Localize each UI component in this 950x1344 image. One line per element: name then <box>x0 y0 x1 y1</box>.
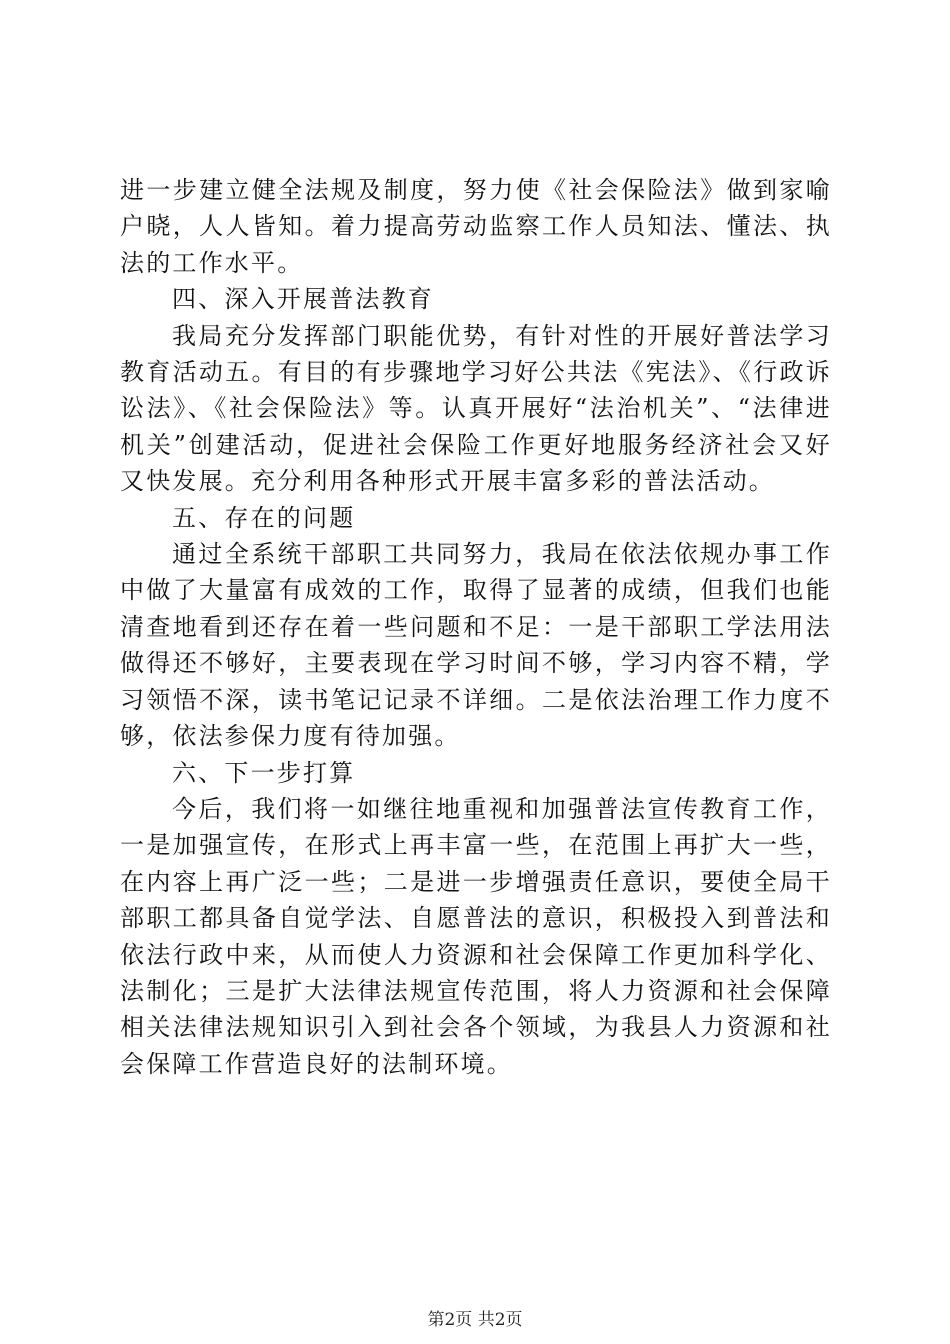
document-body <box>120 172 832 1082</box>
section-heading-4: 四、深入开展普法教育 <box>172 285 434 314</box>
paragraph-continuation: 进一步建立健全法规及制度，努力使《社会保险法》做到家喻户晓，人人皆知。着力提高劳动监察工作人员知法、懂法、执法的工作水平。 <box>120 176 832 277</box>
section-heading-5: 五、存在的问题 <box>172 503 356 532</box>
paragraph-next-steps: 今后，我们将一如继往地重视和加强普法宣传教育工作，一是加强宣传，在形式上再丰富一些，在范围上再扩大一些，在内容上再广泛一些；二是进一步增强责任意识，要使全局干部职工都具备自觉学法、自愿普法的意识，积极投入到普法和依法行政中来，从而使人力资源和社会保障工作更加科学化、法制化；三是扩大法律法规宣传范围，将人力资源和社会保障相关法律法规知识引入到社会各个领域，为我县人力资源和社会保障工作营造良好的法制环境。 <box>120 794 832 1078</box>
section-heading-6: 六、下一步打算 <box>172 758 356 787</box>
page-footer: 第2页 共2页 <box>427 1310 523 1330</box>
paragraph-problems: 通过全系统干部职工共同努力，我局在依法依规办事工作中做了大量富有成效的工作，取得了显著的成绩，但我们也能清查地看到还存在着一些问题和不足：一是干部职工学法用法做得还不够好，主要表现在学习时间不够，学习内容不精，学习领悟不深，读书笔记记录不详细。二是依法治理工作力度不够，依法参保力度有待加强。 <box>120 540 832 751</box>
paragraph-legal-education: 我局充分发挥部门职能优势，有针对性的开展好普法学习教育活动五。有目的有步骤地学习好公共法《宪法》、《行政诉讼法》、《社会保险法》等。认真开展好“法治机关”、“法律进机关”创建活动，促进社会保险工作更好地服务经济社会又好又快发展。充分利用各种形式开展丰富多彩的普法活动。 <box>120 321 832 496</box>
